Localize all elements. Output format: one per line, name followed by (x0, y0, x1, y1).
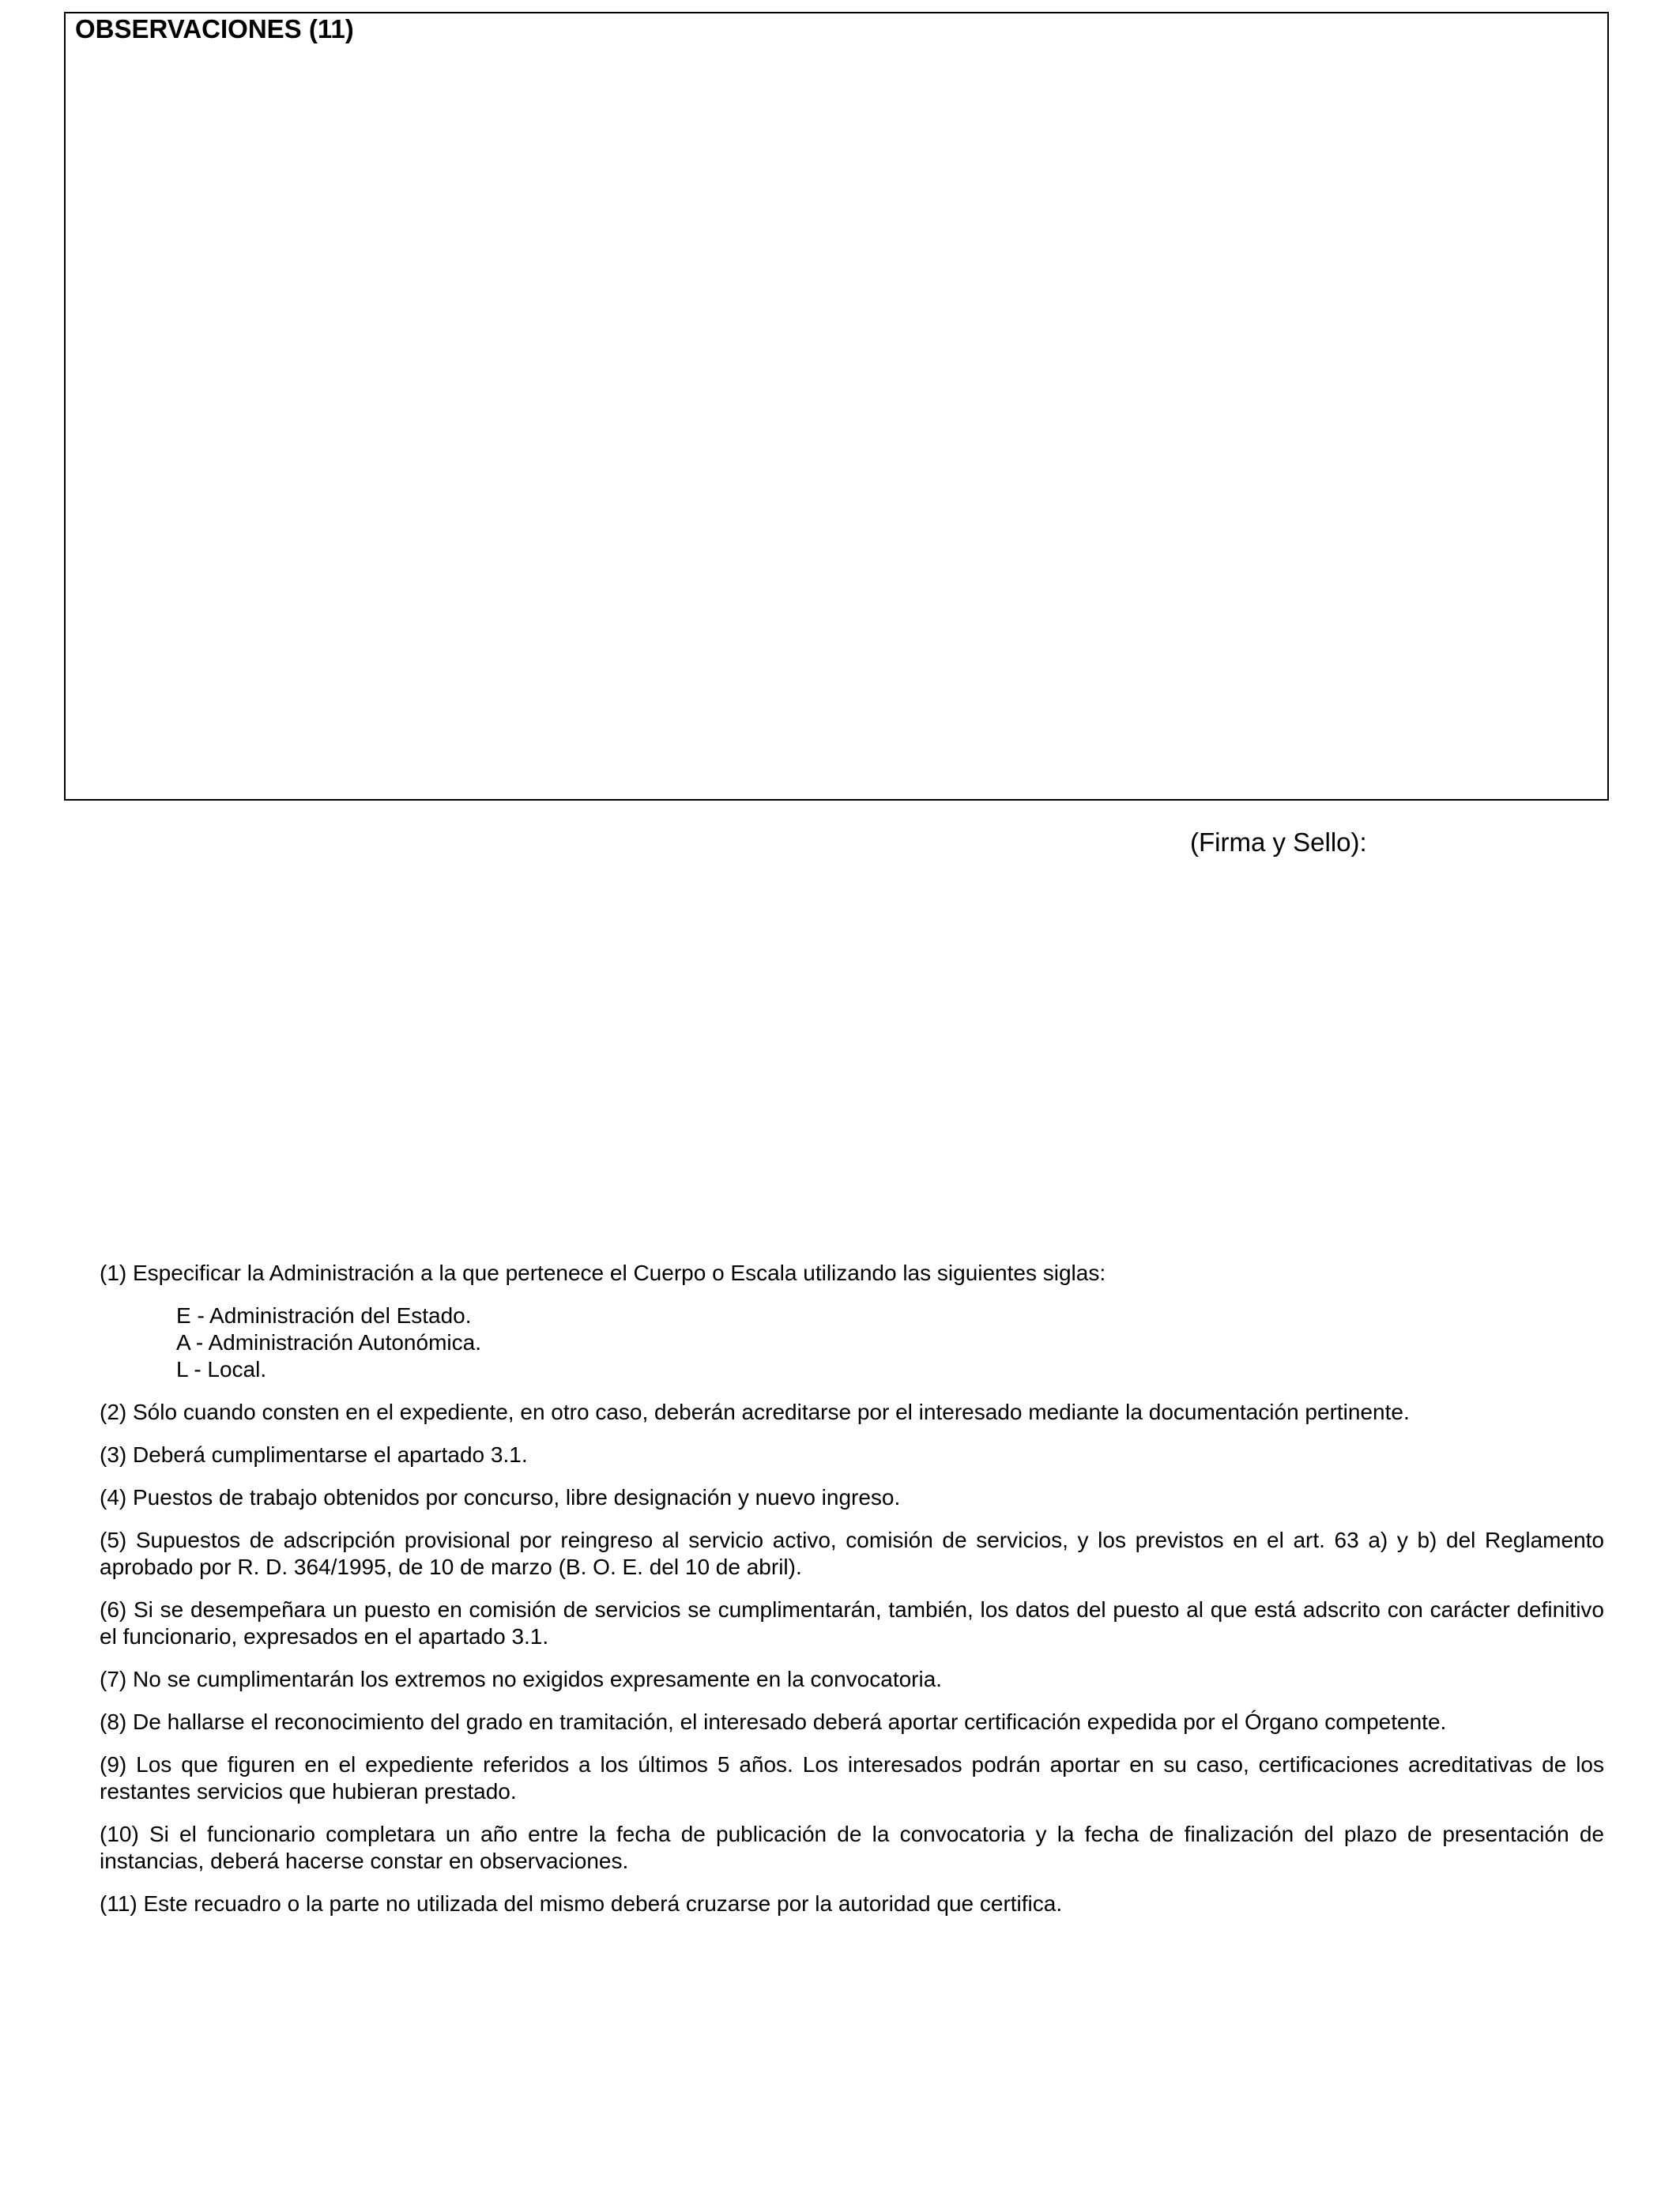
footnote-6: (6) Si se desempeñara un puesto en comisión de servicios se cumplimentarán, también, los datos del puesto al que está adscrito con carácter definitivo el funcionario, expresados en el apartado 3.1. (100, 1597, 1604, 1649)
footnote-5: (5) Supuestos de adscripción provisional por reingreso al servicio activo, comisión de servicios, y los previstos en el art. 63 a) y b) del Reglamento aprobado por R. D. 364/1995, de 10 de marzo (B. O. E. del 10 de abril). (100, 1528, 1604, 1579)
footnote-9: (9) Los que figuren en el expediente referidos a los últimos 5 años. Los interesados podrán aportar en su caso, certificaciones acreditativas de los restantes servicios que hubieran prestado. (100, 1752, 1604, 1804)
footnotes (100, 1260, 1604, 1917)
sigla-local: L - Local. (176, 1357, 267, 1382)
footnote-4: (4) Puestos de trabajo obtenidos por concurso, libre designación y nuevo ingreso. (100, 1485, 901, 1510)
footnote-10: (10) Si el funcionario completara un año entre la fecha de publicación de la convocatoria y la fecha de finalización del plazo de presentación de instancias, deberá hacerse constar en observaciones. (100, 1822, 1604, 1873)
observaciones-box (64, 12, 1609, 801)
sigla-estado: E - Administración del Estado. (176, 1303, 472, 1328)
observaciones-title: OBSERVACIONES (11) (75, 14, 354, 43)
footnote-1: (1) Especificar la Administración a la que pertenece el Cuerpo o Escala utilizando las siguientes siglas: (100, 1261, 1106, 1285)
footnote-11: (11) Este recuadro o la parte no utilizada del mismo deberá cruzarse por la autoridad que certifica. (100, 1891, 1063, 1916)
sigla-autonomica: A - Administración Autonómica. (176, 1330, 481, 1355)
footnote-3: (3) Deberá cumplimentarse el apartado 3.1. (100, 1442, 528, 1467)
footnote-2: (2) Sólo cuando consten en el expediente, en otro caso, deberán acreditarse por el interesado mediante la documentación pertinente. (100, 1400, 1410, 1424)
siglas-list (176, 1302, 1604, 1383)
signature-label: (Firma y Sello): (1190, 827, 1367, 857)
footnote-7: (7) No se cumplimentarán los extremos no exigidos expresamente en la convocatoria. (100, 1667, 943, 1691)
footnote-8: (8) De hallarse el reconocimiento del grado en tramitación, el interesado deberá aportar certificación expedida por el Órgano competente. (100, 1710, 1447, 1734)
